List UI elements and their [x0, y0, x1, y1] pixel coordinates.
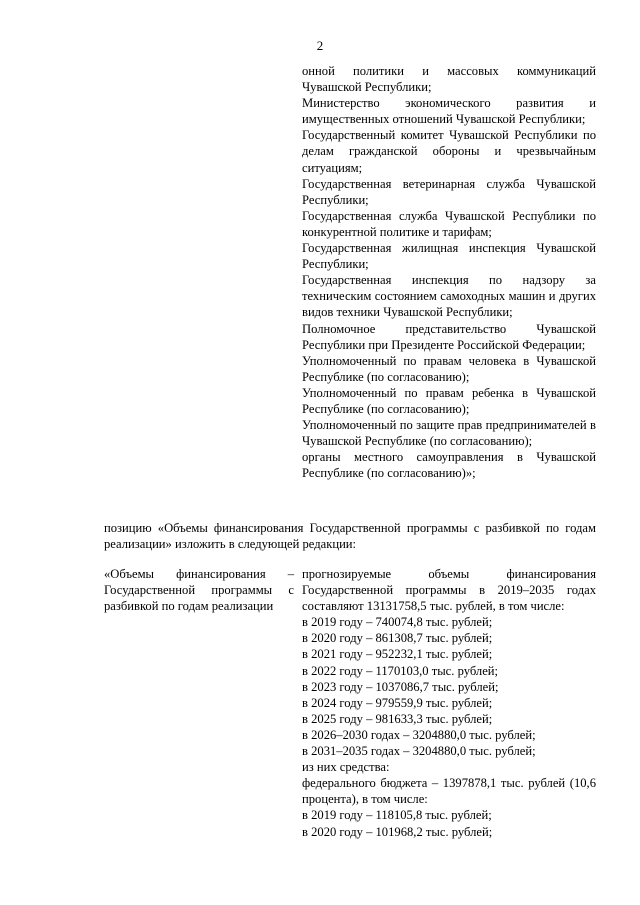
- list-item: органы местного самоуправления в Чувашской Республике (по согласованию)»;: [302, 450, 596, 481]
- year-line: в 2020 году – 861308,7 тыс. рублей;: [302, 631, 493, 646]
- year-line: в 2019 году – 740074,8 тыс. рублей;: [302, 615, 493, 630]
- financing-intro: прогнозируемые объемы финансирования Государственной программы в 2019–2035 годах составляют 13131758,5 тыс. рублей, в том числе:: [302, 567, 596, 614]
- list-item: Уполномоченный по правам ребенка в Чувашской Республике (по согласованию);: [302, 385, 596, 416]
- page-number: 2: [316, 38, 324, 53]
- year-line: в 2022 году – 1170103,0 тыс. рублей;: [302, 663, 499, 678]
- financing-value-cell: [302, 566, 596, 840]
- of-them-line: из них средства:: [302, 760, 390, 775]
- list-item: Государственная инспекция по надзору за техническим состоянием самоходных машин и других видов техники Чувашской Республики;: [302, 273, 596, 320]
- list-item: Уполномоченный по защите прав предпринимателей в Чувашской Республике (по согласованию);: [302, 418, 596, 449]
- year-line: в 2020 году – 101968,2 тыс. рублей;: [302, 824, 493, 839]
- year-line: в 2023 году – 1037086,7 тыс. рублей;: [302, 679, 499, 694]
- list-item: Государственный комитет Чувашской Республики по делам гражданской обороны и чрезвычайным ситуациям;: [302, 128, 596, 175]
- intro-paragraph: позицию «Объемы финансирования Государственной программы с разбивкой по годам реализации» изложить в следующей редакции:: [104, 521, 596, 552]
- list-item: Государственная жилищная инспекция Чувашской Республики;: [302, 241, 596, 272]
- year-line: в 2025 году – 981633,3 тыс. рублей;: [302, 711, 493, 726]
- year-line: в 2031–2035 годах – 3204880,0 тыс. рублей;: [302, 744, 536, 759]
- federal-budget-line: федерального бюджета – 1397878,1 тыс. рублей (10,6 процента), в том числе:: [302, 776, 596, 807]
- list-item: Министерство экономического развития и имущественных отношений Чувашской Республики;: [302, 96, 596, 127]
- responsible-agencies-list: [302, 63, 596, 481]
- year-line: в 2024 году – 979559,9 тыс. рублей;: [302, 695, 493, 710]
- list-item: Государственная служба Чувашской Республики по конкурентной политике и тарифам;: [302, 208, 596, 239]
- list-item: Полномочное представительство Чувашской Республики при Президенте Российской Федерации;: [302, 321, 596, 352]
- list-item: онной политики и массовых коммуникаций Чувашской Республики;: [302, 64, 596, 95]
- list-item: Государственная ветеринарная служба Чувашской Республики;: [302, 176, 596, 207]
- financing-label-cell: «Объемы финансирования – Государственной программы с разбивкой по годам реализации: [104, 567, 294, 614]
- year-line: в 2019 году – 118105,8 тыс. рублей;: [302, 808, 492, 823]
- year-line: в 2021 году – 952232,1 тыс. рублей;: [302, 647, 493, 662]
- list-item: Уполномоченный по правам человека в Чувашской Республике (по согласованию);: [302, 353, 596, 384]
- year-line: в 2026–2030 годах – 3204880,0 тыс. рублей;: [302, 727, 536, 742]
